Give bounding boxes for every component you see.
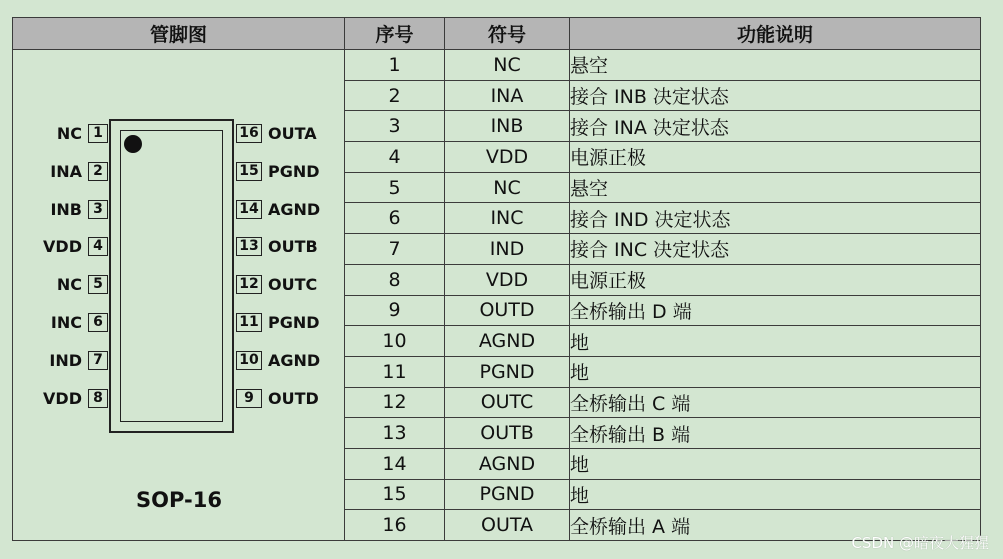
chip-body [109,119,234,433]
pin-name: PGND [268,313,320,332]
pin-symbol-cell: OUTB [445,418,570,449]
pin-symbol-cell: NC [445,172,570,203]
pin-symbol-cell: PGND [445,356,570,387]
pin-number-box: 12 [236,275,262,294]
chip-inner-outline [120,130,223,422]
package-label: SOP-16 [136,488,222,512]
pin-number-cell: 10 [345,326,445,357]
pin-name: VDD [43,388,82,408]
pin-number-box: 13 [236,237,262,256]
pin-number-box: 1 [88,124,108,143]
pin-name: NC [56,124,82,143]
pin-diagram-cell [13,50,345,541]
pin-number-cell: 3 [345,111,445,142]
pin-name: NC [56,275,82,295]
right-pin [236,313,320,332]
right-pin [236,275,317,294]
header-function: 功能说明 [570,18,981,50]
pin-symbol-cell: VDD [445,142,570,173]
pin-number-cell: 4 [345,142,445,173]
left-pin [57,275,108,294]
header-number: 序号 [345,18,445,50]
pin-name: PGND [268,161,320,181]
header-symbol: 符号 [445,18,570,50]
pin-symbol-cell: INB [445,111,570,142]
pin-function-cell: 地 [570,479,981,510]
pin-symbol-cell: NC [445,50,570,81]
pin-name: OUTB [268,237,318,257]
pin-number-box: 2 [88,162,108,181]
pin-number-box: 7 [88,351,108,370]
pin-name: AGND [268,199,321,219]
pin-function-cell: 全桥输出 A 端 [570,510,981,541]
chip-diagram [13,50,344,540]
pin-number-cell: 7 [345,234,445,265]
left-pin [50,162,108,181]
pin-symbol-cell: OUTC [445,387,570,418]
pin1-marker-dot [124,135,142,153]
pin-function-cell: 悬空 [570,172,981,203]
pin-number-cell: 16 [345,510,445,541]
right-pin [236,200,320,219]
right-pin [236,162,320,181]
pin-number-box: 3 [88,200,108,219]
left-pin [57,124,108,143]
pin-number-box: 8 [88,389,108,408]
pin-symbol-cell: IND [445,234,570,265]
pin-function-cell: 全桥输出 B 端 [570,418,981,449]
left-pin [43,237,108,256]
pin-name: OUTA [268,124,317,143]
pin-number-box: 11 [236,313,262,332]
pin-function-cell: 地 [570,356,981,387]
pin-number-cell: 15 [345,479,445,510]
pin-number-cell: 6 [345,203,445,234]
pin-function-cell: 接合 IND 决定状态 [570,203,981,234]
pin-number-cell: 2 [345,80,445,111]
pin-number-cell: 12 [345,387,445,418]
pin-name: VDD [43,237,82,257]
table-row [13,50,981,81]
pin-function-cell: 悬空 [570,50,981,81]
pin-function-cell: 电源正极 [570,264,981,295]
pin-function-cell: 全桥输出 C 端 [570,387,981,418]
left-pin [50,200,108,219]
left-pin [51,313,108,332]
right-pin [236,237,318,256]
pin-name: OUTC [268,275,318,295]
pin-symbol-cell: AGND [445,326,570,357]
pin-name: INA [50,161,82,181]
right-pin [236,389,319,408]
pin-symbol-cell: INC [445,203,570,234]
pin-symbol-cell: OUTA [445,510,570,541]
pin-function-cell: 接合 INB 决定状态 [570,80,981,111]
pin-number-cell: 13 [345,418,445,449]
right-pin [236,124,317,143]
pin-function-cell: 全桥输出 D 端 [570,295,981,326]
pin-symbol-cell: AGND [445,448,570,479]
pin-name: IND [49,350,82,370]
pin-function-cell: 地 [570,326,981,357]
pin-number-box: 15 [236,162,262,181]
pin-number-cell: 9 [345,295,445,326]
right-pin [236,351,320,370]
pin-symbol-cell: PGND [445,479,570,510]
pin-name: AGND [268,350,321,370]
pin-number-cell: 8 [345,264,445,295]
pin-symbol-cell: VDD [445,264,570,295]
pin-number-box: 6 [88,313,108,332]
pin-number-cell: 5 [345,172,445,203]
pin-number-box: 5 [88,275,108,294]
pin-name: INC [50,313,82,332]
pin-number-box: 9 [236,389,262,408]
pin-symbol-cell: OUTD [445,295,570,326]
watermark: CSDN @暗夜大猩猩 [851,534,989,552]
left-pin [49,351,108,370]
pin-function-cell: 电源正极 [570,142,981,173]
pin-name: INB [50,199,82,219]
header-diagram: 管脚图 [13,18,345,50]
left-pin [43,389,108,408]
pin-number-cell: 14 [345,448,445,479]
pin-function-cell: 接合 INA 决定状态 [570,111,981,142]
pin-number-box: 14 [236,200,262,219]
pin-name: OUTD [268,388,319,408]
pin-function-cell: 地 [570,448,981,479]
pin-number-cell: 11 [345,356,445,387]
pin-number-box: 16 [236,124,262,143]
pin-function-cell: 接合 INC 决定状态 [570,234,981,265]
pin-number-cell: 1 [345,50,445,81]
pin-number-box: 4 [88,237,108,256]
pin-number-box: 10 [236,351,262,370]
pin-symbol-cell: INA [445,80,570,111]
table-header-row [13,18,981,50]
pin-table [12,17,981,541]
